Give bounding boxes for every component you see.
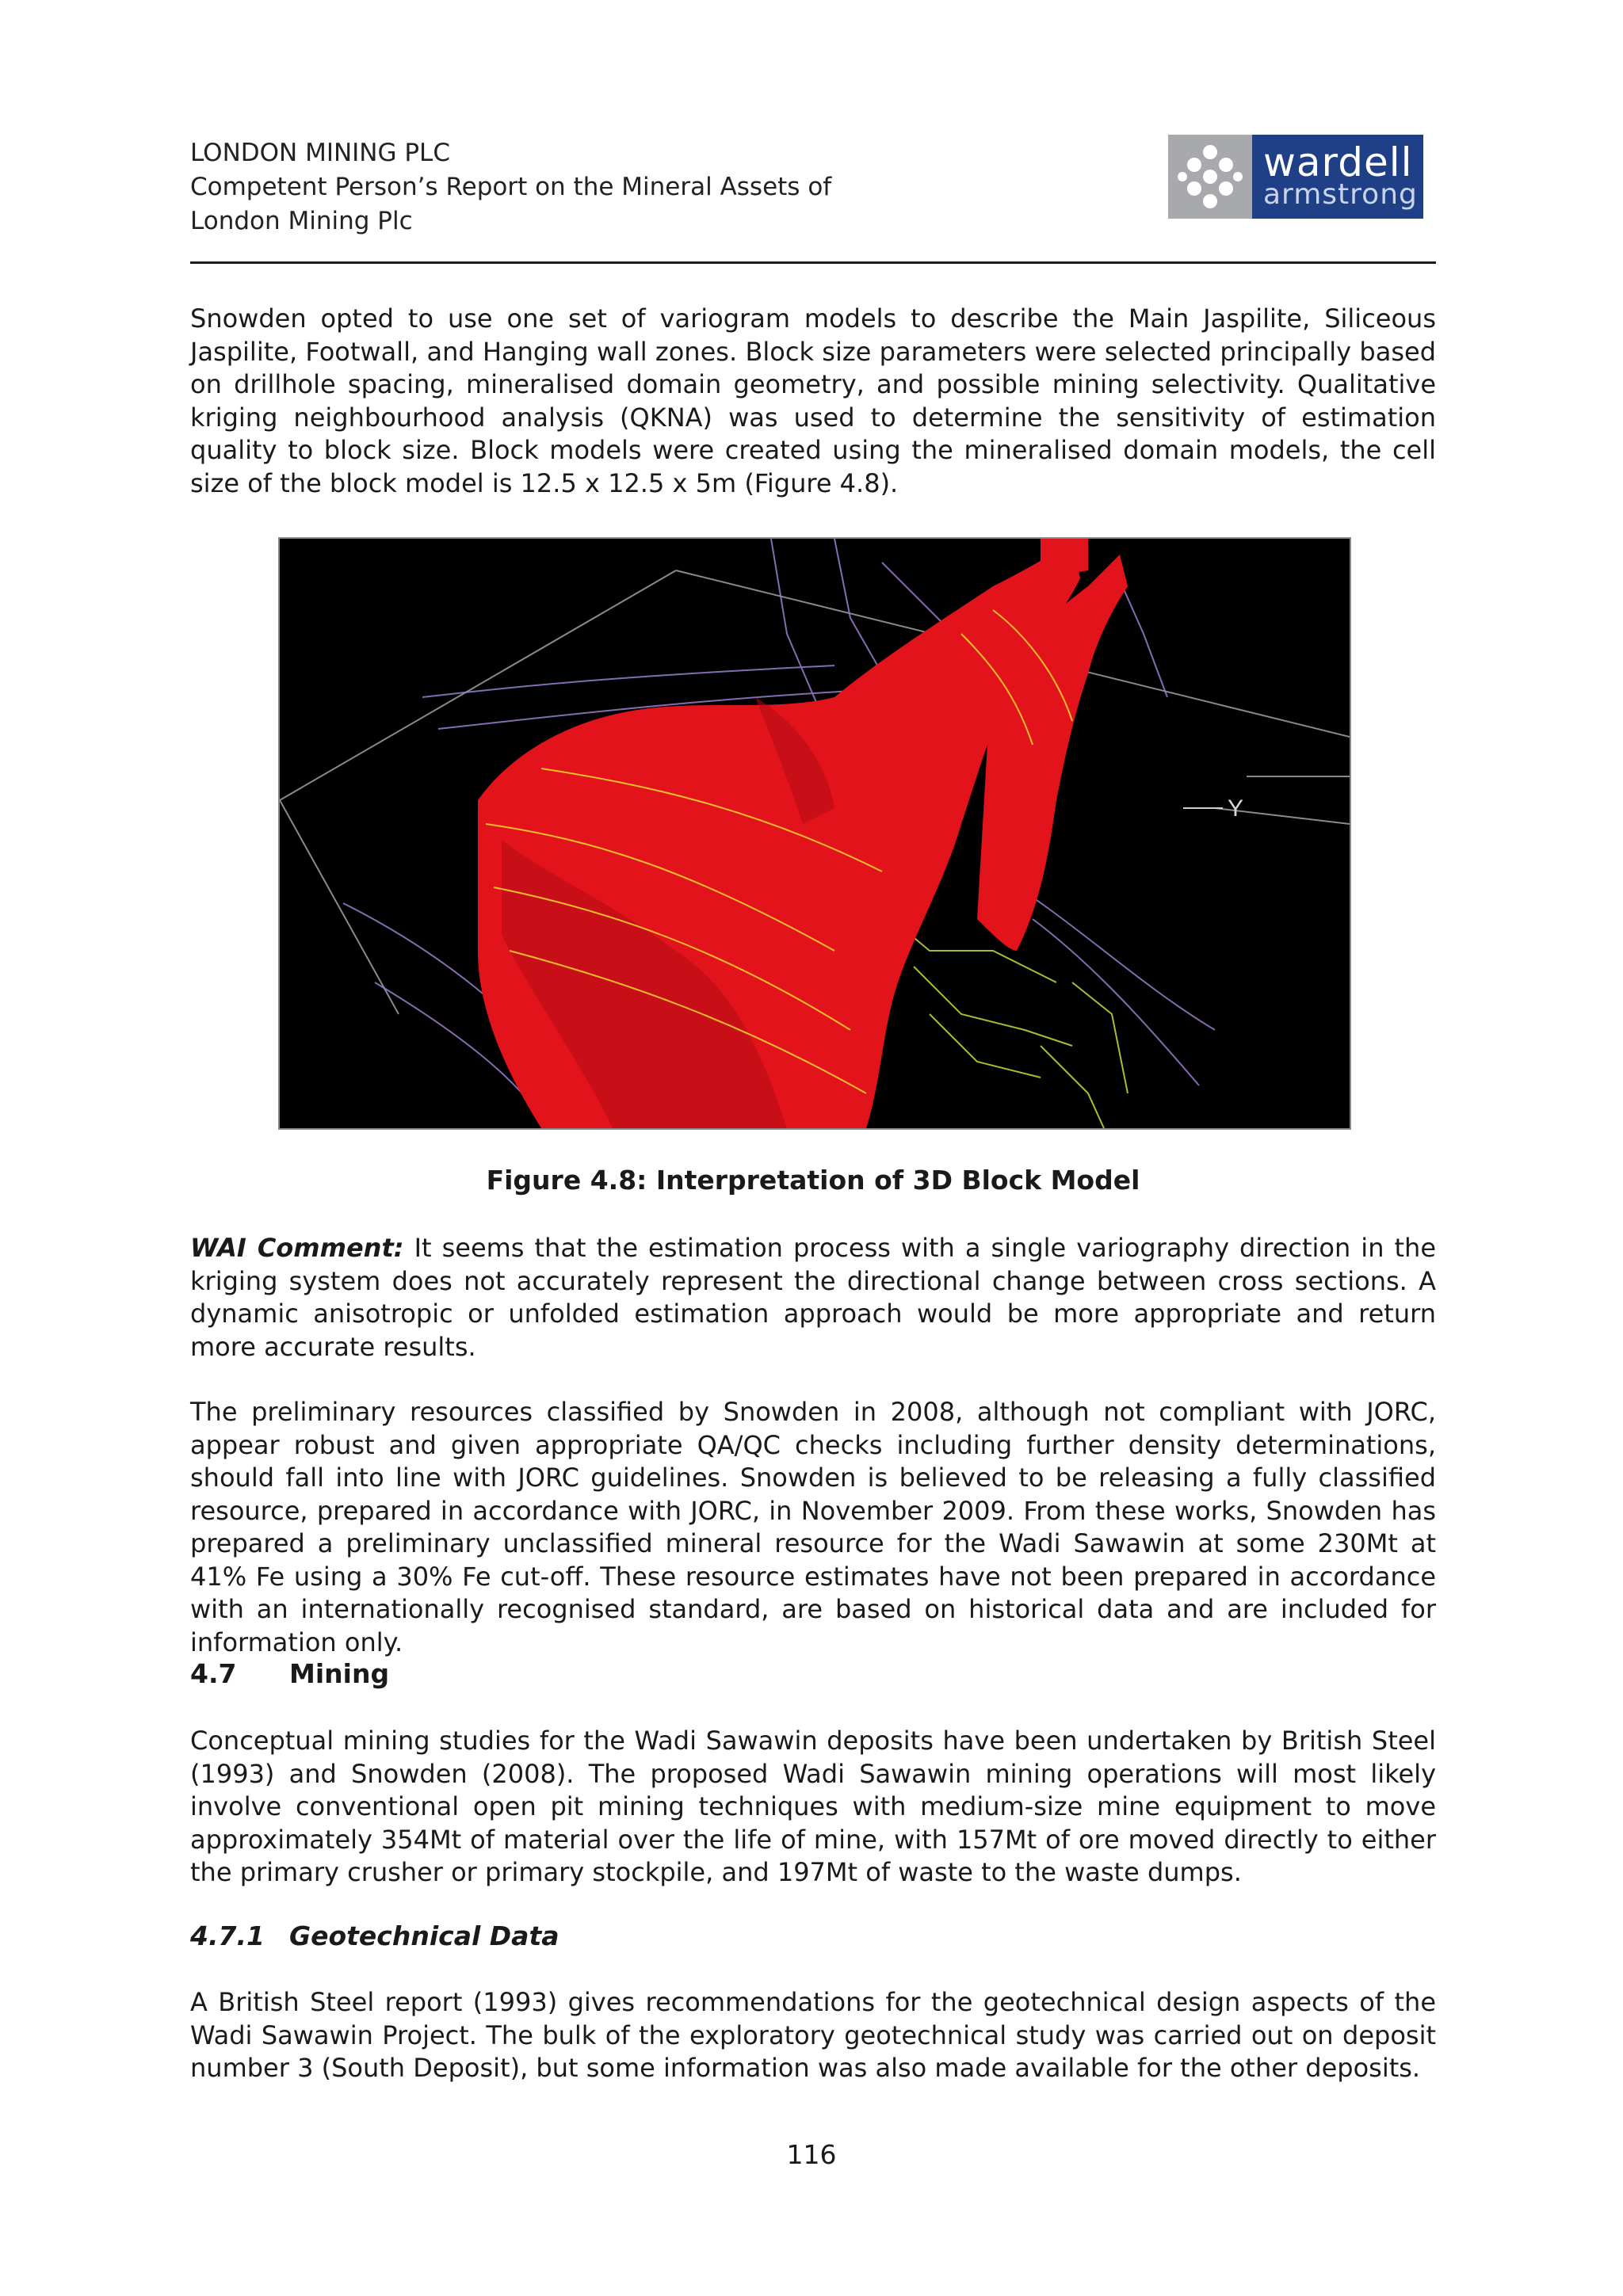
logo-word-wardell: wardell bbox=[1263, 139, 1413, 185]
wai-comment-text: It seems that the estimation process with a single variography direction in the kriging system does not accurately represent the directional change between cross sections. A dynamic anisotropic or unfolded estimation approach would be more appropriate and return more accurate results. bbox=[190, 1233, 1437, 1362]
section-heading-mining bbox=[190, 1658, 389, 1689]
block-model-image bbox=[280, 539, 1350, 1128]
report-title: Competent Person’s Report on the Mineral Assets of bbox=[190, 173, 832, 201]
logo-word-armstrong: armstrong bbox=[1263, 178, 1418, 211]
wardell-armstrong-logo bbox=[1168, 135, 1423, 219]
subsection-heading-geotechnical bbox=[190, 1920, 559, 1951]
wai-comment-paragraph bbox=[190, 1232, 1436, 1363]
section-title: Mining bbox=[289, 1658, 390, 1689]
section-number: 4.7 bbox=[190, 1658, 237, 1689]
axis-label-y: Y bbox=[1228, 795, 1244, 822]
paragraph-conceptual-mining: Conceptual mining studies for the Wadi Sawawin deposits have been undertaken by British Steel (1993) and Snowden (2008). The proposed Wadi Sawawin mining operations will most likely involve conventional open pit mining techniques with medium-size mine equipment to move approximately 354Mt of material over the life of mine, with 157Mt of ore moved directly to either the primary crusher or primary stockpile, and 197Mt of waste to the waste dumps. bbox=[190, 1726, 1436, 1887]
paragraph-preliminary-resources: The preliminary resources classified by Snowden in 2008, although not compliant with JORC, appear robust and given appropriate QA/QC checks including further density determinations, should fall into line with JORC guidelines. Snowden is believed to be releasing a fully classified resource, prepared in accordance with JORC, in November 2009. From these works, Snowden has prepared a preliminary unclassified mineral resource for the Wadi Sawawin at some 230Mt at 41% Fe using a 30% Fe cut-off. These resource estimates have not been prepared in accordance with an internationally recognised standard, are based on historical data and are included for information only. bbox=[190, 1397, 1436, 1657]
header-divider bbox=[190, 261, 1436, 264]
subsection-number: 4.7.1 bbox=[190, 1920, 265, 1951]
block-model-figure bbox=[278, 537, 1351, 1130]
figure-caption: Figure 4.8: Interpretation of 3D Block Model bbox=[486, 1165, 1140, 1196]
company-name: LONDON MINING PLC bbox=[190, 139, 450, 167]
logo-mark-icon bbox=[1168, 135, 1252, 219]
subsection-title: Geotechnical Data bbox=[289, 1920, 559, 1951]
page-number: 116 bbox=[786, 2139, 837, 2170]
report-subject: London Mining Plc bbox=[190, 207, 413, 235]
wai-comment-label: WAI Comment: bbox=[190, 1233, 404, 1263]
paragraph-geotechnical: A British Steel report (1993) gives recommendations for the geotechnical design aspects of the Wadi Sawawin Project. The bulk of the exploratory geotechnical study was carried out on deposit number 3 (South Deposit), but some information was also made available for the other deposits. bbox=[190, 1987, 1436, 2083]
paragraph-variogram: Snowden opted to use one set of variogram models to describe the Main Jaspilite, Siliceous Jaspilite, Footwall, and Hanging wall zones. Block size parameters were selected principally based on drillhole spacing, mineralised domain geometry, and possible mining selectivity. Qualitative kriging neighbourhood analysis (QKNA) was used to determine the sensitivity of estimation quality to block size. Block models were created using the mineralised domain models, the cell size of the block model is 12.5 x 12.5 x 5m (Figure 4.8). bbox=[190, 303, 1436, 498]
